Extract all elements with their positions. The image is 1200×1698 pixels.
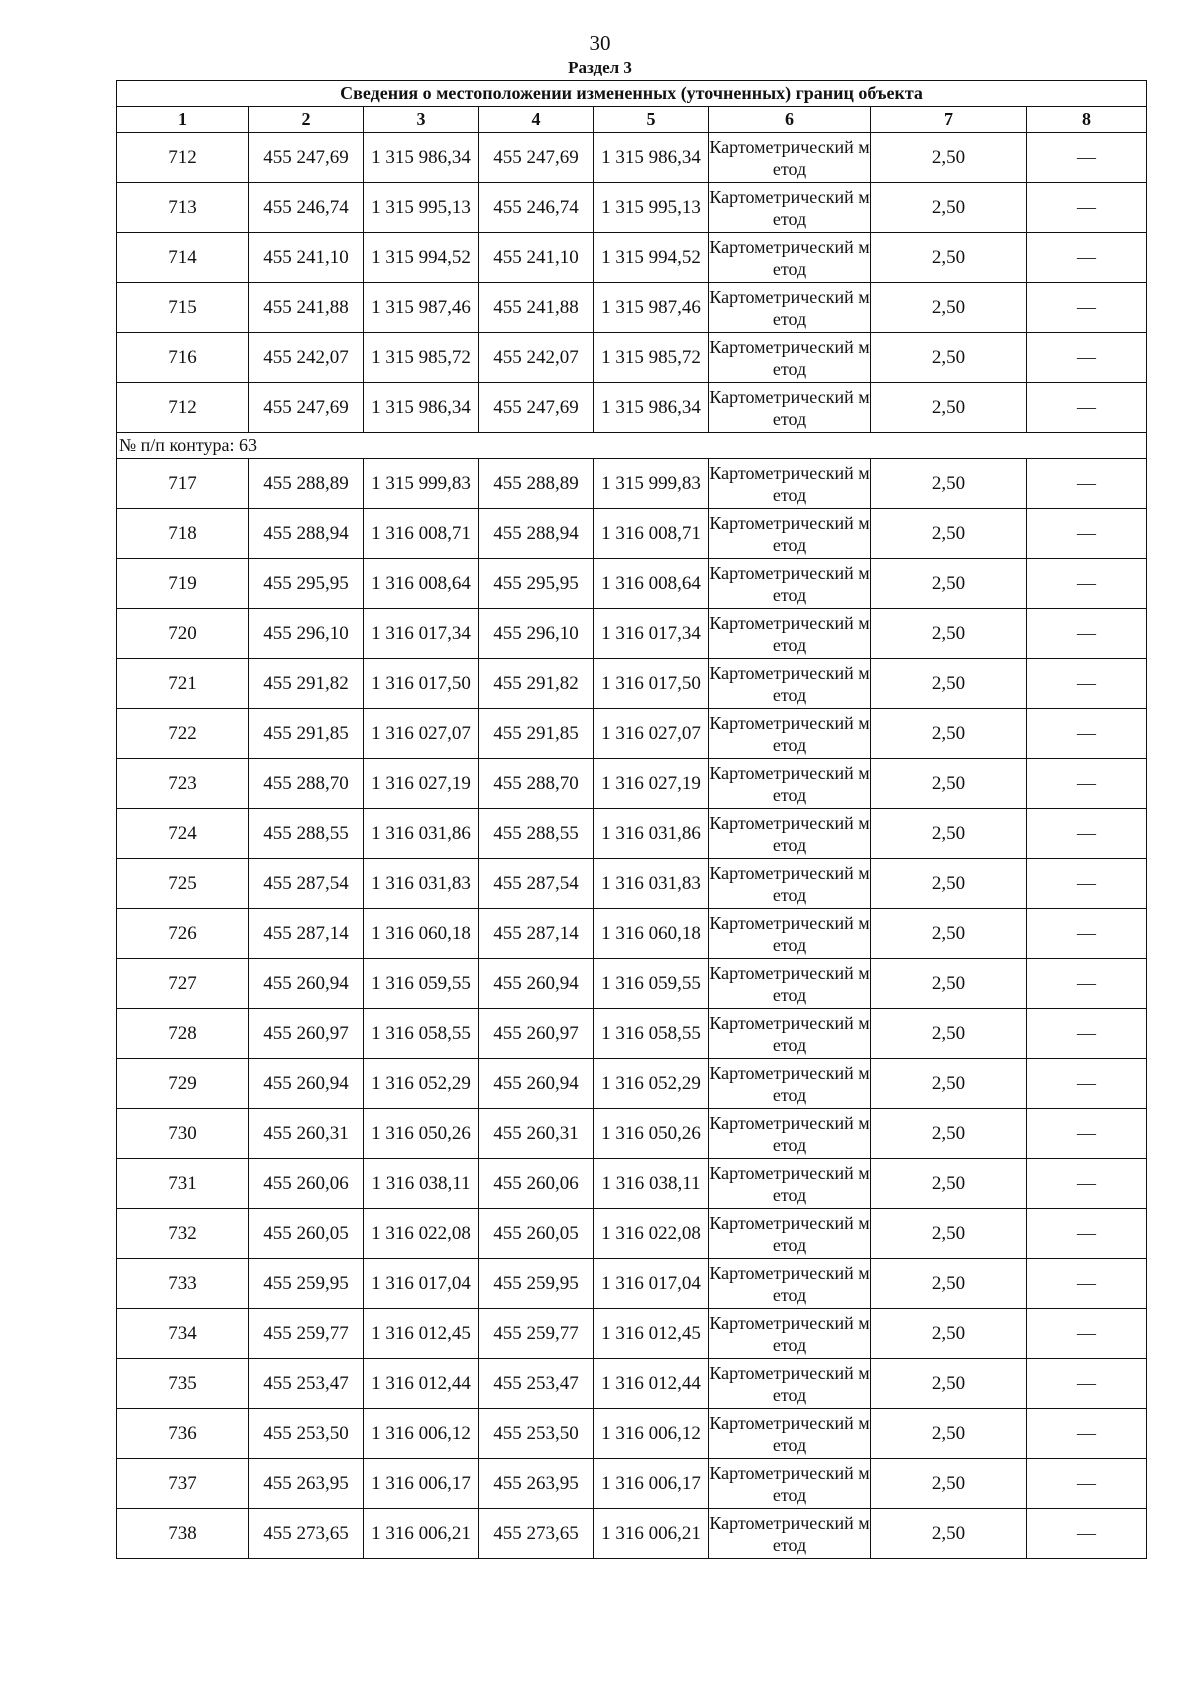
table-row xyxy=(117,1309,1147,1359)
point-number: 726 xyxy=(117,909,249,959)
table-row xyxy=(117,1159,1147,1209)
x-new: 455 288,55 xyxy=(479,809,594,859)
y-new: 1 316 060,18 xyxy=(594,909,709,959)
method-cell: Картометрический метод xyxy=(709,1209,871,1259)
accuracy-cell: 2,50 xyxy=(871,759,1027,809)
accuracy-cell: 2,50 xyxy=(871,459,1027,509)
point-number: 722 xyxy=(117,709,249,759)
x-new: 455 241,88 xyxy=(479,283,594,333)
x-old: 455 259,95 xyxy=(249,1259,364,1309)
x-old: 455 273,65 xyxy=(249,1509,364,1559)
description-cell: — xyxy=(1027,233,1147,283)
point-number: 735 xyxy=(117,1359,249,1409)
x-new: 455 273,65 xyxy=(479,1509,594,1559)
method-cell: Картометрический метод xyxy=(709,233,871,283)
column-number: 1 xyxy=(117,107,249,133)
x-old: 455 288,70 xyxy=(249,759,364,809)
y-old: 1 316 012,44 xyxy=(364,1359,479,1409)
contour-row xyxy=(117,433,1147,459)
point-number: 712 xyxy=(117,383,249,433)
method-cell: Картометрический метод xyxy=(709,959,871,1009)
description-cell: — xyxy=(1027,1209,1147,1259)
method-cell: Картометрический метод xyxy=(709,1059,871,1109)
method-cell: Картометрический метод xyxy=(709,133,871,183)
point-number: 736 xyxy=(117,1409,249,1459)
x-old: 455 246,74 xyxy=(249,183,364,233)
accuracy-cell: 2,50 xyxy=(871,1409,1027,1459)
x-new: 455 241,10 xyxy=(479,233,594,283)
x-new: 455 291,85 xyxy=(479,709,594,759)
point-number: 723 xyxy=(117,759,249,809)
method-cell: Картометрический метод xyxy=(709,1309,871,1359)
table-row xyxy=(117,909,1147,959)
point-number: 727 xyxy=(117,959,249,1009)
accuracy-cell: 2,50 xyxy=(871,859,1027,909)
method-cell: Картометрический метод xyxy=(709,1509,871,1559)
x-old: 455 260,94 xyxy=(249,1059,364,1109)
y-new: 1 315 985,72 xyxy=(594,333,709,383)
y-old: 1 316 031,86 xyxy=(364,809,479,859)
accuracy-cell: 2,50 xyxy=(871,809,1027,859)
method-cell: Картометрический метод xyxy=(709,509,871,559)
x-old: 455 247,69 xyxy=(249,383,364,433)
x-new: 455 287,14 xyxy=(479,909,594,959)
description-cell: — xyxy=(1027,1109,1147,1159)
x-new: 455 246,74 xyxy=(479,183,594,233)
column-number: 7 xyxy=(871,107,1027,133)
accuracy-cell: 2,50 xyxy=(871,1159,1027,1209)
y-old: 1 316 017,04 xyxy=(364,1259,479,1309)
accuracy-cell: 2,50 xyxy=(871,1309,1027,1359)
x-new: 455 260,31 xyxy=(479,1109,594,1159)
description-cell: — xyxy=(1027,1509,1147,1559)
y-old: 1 316 050,26 xyxy=(364,1109,479,1159)
accuracy-cell: 2,50 xyxy=(871,1209,1027,1259)
method-cell: Картометрический метод xyxy=(709,283,871,333)
point-number: 730 xyxy=(117,1109,249,1159)
y-old: 1 315 985,72 xyxy=(364,333,479,383)
accuracy-cell: 2,50 xyxy=(871,1109,1027,1159)
description-cell: — xyxy=(1027,1259,1147,1309)
x-new: 455 253,50 xyxy=(479,1409,594,1459)
table-row xyxy=(117,383,1147,433)
point-number: 737 xyxy=(117,1459,249,1509)
column-number: 4 xyxy=(479,107,594,133)
table-row xyxy=(117,1259,1147,1309)
table-row xyxy=(117,1109,1147,1159)
method-cell: Картометрический метод xyxy=(709,1359,871,1409)
table-row xyxy=(117,1059,1147,1109)
column-number: 5 xyxy=(594,107,709,133)
x-new: 455 260,94 xyxy=(479,959,594,1009)
point-number: 718 xyxy=(117,509,249,559)
description-cell: — xyxy=(1027,909,1147,959)
table-row xyxy=(117,133,1147,183)
description-cell: — xyxy=(1027,1409,1147,1459)
table-row xyxy=(117,1359,1147,1409)
y-new: 1 316 017,34 xyxy=(594,609,709,659)
y-old: 1 316 027,07 xyxy=(364,709,479,759)
x-new: 455 296,10 xyxy=(479,609,594,659)
y-old: 1 316 038,11 xyxy=(364,1159,479,1209)
x-old: 455 287,54 xyxy=(249,859,364,909)
x-old: 455 253,50 xyxy=(249,1409,364,1459)
method-cell: Картометрический метод xyxy=(709,1459,871,1509)
table-row xyxy=(117,659,1147,709)
accuracy-cell: 2,50 xyxy=(871,333,1027,383)
x-new: 455 259,77 xyxy=(479,1309,594,1359)
y-old: 1 316 031,83 xyxy=(364,859,479,909)
x-old: 455 259,77 xyxy=(249,1309,364,1359)
accuracy-cell: 2,50 xyxy=(871,659,1027,709)
method-cell: Картометрический метод xyxy=(709,1259,871,1309)
x-old: 455 260,31 xyxy=(249,1109,364,1159)
contour-label: № п/п контура: 63 xyxy=(117,433,1147,459)
description-cell: — xyxy=(1027,509,1147,559)
accuracy-cell: 2,50 xyxy=(871,1359,1027,1409)
y-new: 1 316 008,71 xyxy=(594,509,709,559)
y-new: 1 315 986,34 xyxy=(594,133,709,183)
point-number: 732 xyxy=(117,1209,249,1259)
description-cell: — xyxy=(1027,1159,1147,1209)
point-number: 717 xyxy=(117,459,249,509)
x-new: 455 291,82 xyxy=(479,659,594,709)
description-cell: — xyxy=(1027,133,1147,183)
y-new: 1 316 038,11 xyxy=(594,1159,709,1209)
description-cell: — xyxy=(1027,383,1147,433)
accuracy-cell: 2,50 xyxy=(871,909,1027,959)
table-row xyxy=(117,1409,1147,1459)
table-row xyxy=(117,459,1147,509)
y-new: 1 316 052,29 xyxy=(594,1059,709,1109)
accuracy-cell: 2,50 xyxy=(871,183,1027,233)
table-row xyxy=(117,233,1147,283)
x-new: 455 247,69 xyxy=(479,133,594,183)
method-cell: Картометрический метод xyxy=(709,1409,871,1459)
x-new: 455 260,05 xyxy=(479,1209,594,1259)
x-new: 455 242,07 xyxy=(479,333,594,383)
description-cell: — xyxy=(1027,709,1147,759)
table-row xyxy=(117,809,1147,859)
x-new: 455 288,94 xyxy=(479,509,594,559)
accuracy-cell: 2,50 xyxy=(871,1059,1027,1109)
x-new: 455 259,95 xyxy=(479,1259,594,1309)
point-number: 713 xyxy=(117,183,249,233)
accuracy-cell: 2,50 xyxy=(871,383,1027,433)
x-old: 455 288,55 xyxy=(249,809,364,859)
point-number: 728 xyxy=(117,1009,249,1059)
section-title: Раздел 3 xyxy=(568,58,632,77)
coordinates-table xyxy=(116,80,1147,1559)
y-new: 1 316 012,45 xyxy=(594,1309,709,1359)
accuracy-cell: 2,50 xyxy=(871,233,1027,283)
y-new: 1 315 999,83 xyxy=(594,459,709,509)
column-number-row xyxy=(117,107,1147,133)
method-cell: Картометрический метод xyxy=(709,559,871,609)
x-old: 455 247,69 xyxy=(249,133,364,183)
y-new: 1 315 994,52 xyxy=(594,233,709,283)
point-number: 724 xyxy=(117,809,249,859)
x-new: 455 260,97 xyxy=(479,1009,594,1059)
y-new: 1 316 058,55 xyxy=(594,1009,709,1059)
point-number: 731 xyxy=(117,1159,249,1209)
y-old: 1 316 060,18 xyxy=(364,909,479,959)
y-old: 1 316 022,08 xyxy=(364,1209,479,1259)
y-new: 1 316 006,21 xyxy=(594,1509,709,1559)
accuracy-cell: 2,50 xyxy=(871,133,1027,183)
table-body xyxy=(117,133,1147,1559)
x-old: 455 241,10 xyxy=(249,233,364,283)
x-old: 455 260,94 xyxy=(249,959,364,1009)
y-old: 1 316 059,55 xyxy=(364,959,479,1009)
y-new: 1 315 995,13 xyxy=(594,183,709,233)
accuracy-cell: 2,50 xyxy=(871,1009,1027,1059)
x-old: 455 241,88 xyxy=(249,283,364,333)
y-old: 1 315 987,46 xyxy=(364,283,479,333)
table-row xyxy=(117,333,1147,383)
x-old: 455 291,82 xyxy=(249,659,364,709)
y-new: 1 316 031,83 xyxy=(594,859,709,909)
y-old: 1 316 017,50 xyxy=(364,659,479,709)
table-row xyxy=(117,283,1147,333)
method-cell: Картометрический метод xyxy=(709,909,871,959)
description-cell: — xyxy=(1027,1009,1147,1059)
description-cell: — xyxy=(1027,1059,1147,1109)
accuracy-cell: 2,50 xyxy=(871,709,1027,759)
table-row xyxy=(117,1209,1147,1259)
method-cell: Картометрический метод xyxy=(709,859,871,909)
point-number: 733 xyxy=(117,1259,249,1309)
y-old: 1 316 058,55 xyxy=(364,1009,479,1059)
table-row xyxy=(117,609,1147,659)
x-old: 455 260,06 xyxy=(249,1159,364,1209)
description-cell: — xyxy=(1027,333,1147,383)
method-cell: Картометрический метод xyxy=(709,759,871,809)
page-number: 30 xyxy=(589,31,611,55)
point-number: 720 xyxy=(117,609,249,659)
method-cell: Картометрический метод xyxy=(709,709,871,759)
accuracy-cell: 2,50 xyxy=(871,283,1027,333)
x-new: 455 295,95 xyxy=(479,559,594,609)
x-old: 455 288,94 xyxy=(249,509,364,559)
x-old: 455 291,85 xyxy=(249,709,364,759)
accuracy-cell: 2,50 xyxy=(871,1509,1027,1559)
description-cell: — xyxy=(1027,659,1147,709)
method-cell: Картометрический метод xyxy=(709,809,871,859)
y-new: 1 316 012,44 xyxy=(594,1359,709,1409)
column-number: 8 xyxy=(1027,107,1147,133)
column-number: 2 xyxy=(249,107,364,133)
table-row xyxy=(117,1459,1147,1509)
method-cell: Картометрический метод xyxy=(709,609,871,659)
point-number: 738 xyxy=(117,1509,249,1559)
method-cell: Картометрический метод xyxy=(709,1109,871,1159)
accuracy-cell: 2,50 xyxy=(871,609,1027,659)
x-old: 455 263,95 xyxy=(249,1459,364,1509)
y-new: 1 316 017,50 xyxy=(594,659,709,709)
point-number: 712 xyxy=(117,133,249,183)
y-new: 1 316 017,04 xyxy=(594,1259,709,1309)
point-number: 734 xyxy=(117,1309,249,1359)
description-cell: — xyxy=(1027,183,1147,233)
x-new: 455 260,06 xyxy=(479,1159,594,1209)
x-new: 455 260,94 xyxy=(479,1059,594,1109)
y-new: 1 316 006,17 xyxy=(594,1459,709,1509)
y-new: 1 316 031,86 xyxy=(594,809,709,859)
y-old: 1 316 006,17 xyxy=(364,1459,479,1509)
point-number: 721 xyxy=(117,659,249,709)
x-new: 455 263,95 xyxy=(479,1459,594,1509)
column-number: 6 xyxy=(709,107,871,133)
y-old: 1 316 008,64 xyxy=(364,559,479,609)
accuracy-cell: 2,50 xyxy=(871,509,1027,559)
y-new: 1 316 008,64 xyxy=(594,559,709,609)
x-new: 455 253,47 xyxy=(479,1359,594,1409)
y-old: 1 315 994,52 xyxy=(364,233,479,283)
x-old: 455 253,47 xyxy=(249,1359,364,1409)
table-caption: Сведения о местоположении измененных (уточненных) границ объекта xyxy=(117,81,1147,107)
accuracy-cell: 2,50 xyxy=(871,1459,1027,1509)
y-old: 1 316 027,19 xyxy=(364,759,479,809)
description-cell: — xyxy=(1027,1359,1147,1409)
x-old: 455 260,05 xyxy=(249,1209,364,1259)
description-cell: — xyxy=(1027,559,1147,609)
method-cell: Картометрический метод xyxy=(709,333,871,383)
y-new: 1 316 006,12 xyxy=(594,1409,709,1459)
table-row xyxy=(117,183,1147,233)
y-new: 1 315 986,34 xyxy=(594,383,709,433)
y-new: 1 316 027,19 xyxy=(594,759,709,809)
description-cell: — xyxy=(1027,609,1147,659)
x-old: 455 287,14 xyxy=(249,909,364,959)
point-number: 716 xyxy=(117,333,249,383)
table-row xyxy=(117,559,1147,609)
x-new: 455 288,89 xyxy=(479,459,594,509)
y-old: 1 316 052,29 xyxy=(364,1059,479,1109)
method-cell: Картометрический метод xyxy=(709,659,871,709)
accuracy-cell: 2,50 xyxy=(871,559,1027,609)
x-new: 455 247,69 xyxy=(479,383,594,433)
y-old: 1 316 006,21 xyxy=(364,1509,479,1559)
table-row xyxy=(117,859,1147,909)
table-row xyxy=(117,959,1147,1009)
x-old: 455 296,10 xyxy=(249,609,364,659)
method-cell: Картометрический метод xyxy=(709,183,871,233)
x-old: 455 295,95 xyxy=(249,559,364,609)
x-old: 455 242,07 xyxy=(249,333,364,383)
y-new: 1 316 050,26 xyxy=(594,1109,709,1159)
y-old: 1 315 999,83 xyxy=(364,459,479,509)
table-row xyxy=(117,759,1147,809)
description-cell: — xyxy=(1027,809,1147,859)
table-row xyxy=(117,1509,1147,1559)
method-cell: Картометрический метод xyxy=(709,1159,871,1209)
description-cell: — xyxy=(1027,283,1147,333)
point-number: 729 xyxy=(117,1059,249,1109)
y-new: 1 315 987,46 xyxy=(594,283,709,333)
y-old: 1 316 012,45 xyxy=(364,1309,479,1359)
table-row xyxy=(117,509,1147,559)
method-cell: Картометрический метод xyxy=(709,459,871,509)
y-old: 1 316 008,71 xyxy=(364,509,479,559)
y-new: 1 316 022,08 xyxy=(594,1209,709,1259)
point-number: 715 xyxy=(117,283,249,333)
y-old: 1 315 986,34 xyxy=(364,383,479,433)
y-old: 1 315 995,13 xyxy=(364,183,479,233)
y-new: 1 316 027,07 xyxy=(594,709,709,759)
y-new: 1 316 059,55 xyxy=(594,959,709,1009)
table-row xyxy=(117,709,1147,759)
accuracy-cell: 2,50 xyxy=(871,959,1027,1009)
y-old: 1 316 006,12 xyxy=(364,1409,479,1459)
method-cell: Картометрический метод xyxy=(709,383,871,433)
method-cell: Картометрический метод xyxy=(709,1009,871,1059)
description-cell: — xyxy=(1027,759,1147,809)
accuracy-cell: 2,50 xyxy=(871,1259,1027,1309)
description-cell: — xyxy=(1027,959,1147,1009)
x-old: 455 260,97 xyxy=(249,1009,364,1059)
description-cell: — xyxy=(1027,1459,1147,1509)
x-old: 455 288,89 xyxy=(249,459,364,509)
point-number: 725 xyxy=(117,859,249,909)
table-caption-row xyxy=(117,81,1147,107)
x-new: 455 287,54 xyxy=(479,859,594,909)
description-cell: — xyxy=(1027,459,1147,509)
description-cell: — xyxy=(1027,1309,1147,1359)
table-row xyxy=(117,1009,1147,1059)
column-number: 3 xyxy=(364,107,479,133)
description-cell: — xyxy=(1027,859,1147,909)
x-new: 455 288,70 xyxy=(479,759,594,809)
y-old: 1 315 986,34 xyxy=(364,133,479,183)
y-old: 1 316 017,34 xyxy=(364,609,479,659)
point-number: 714 xyxy=(117,233,249,283)
point-number: 719 xyxy=(117,559,249,609)
